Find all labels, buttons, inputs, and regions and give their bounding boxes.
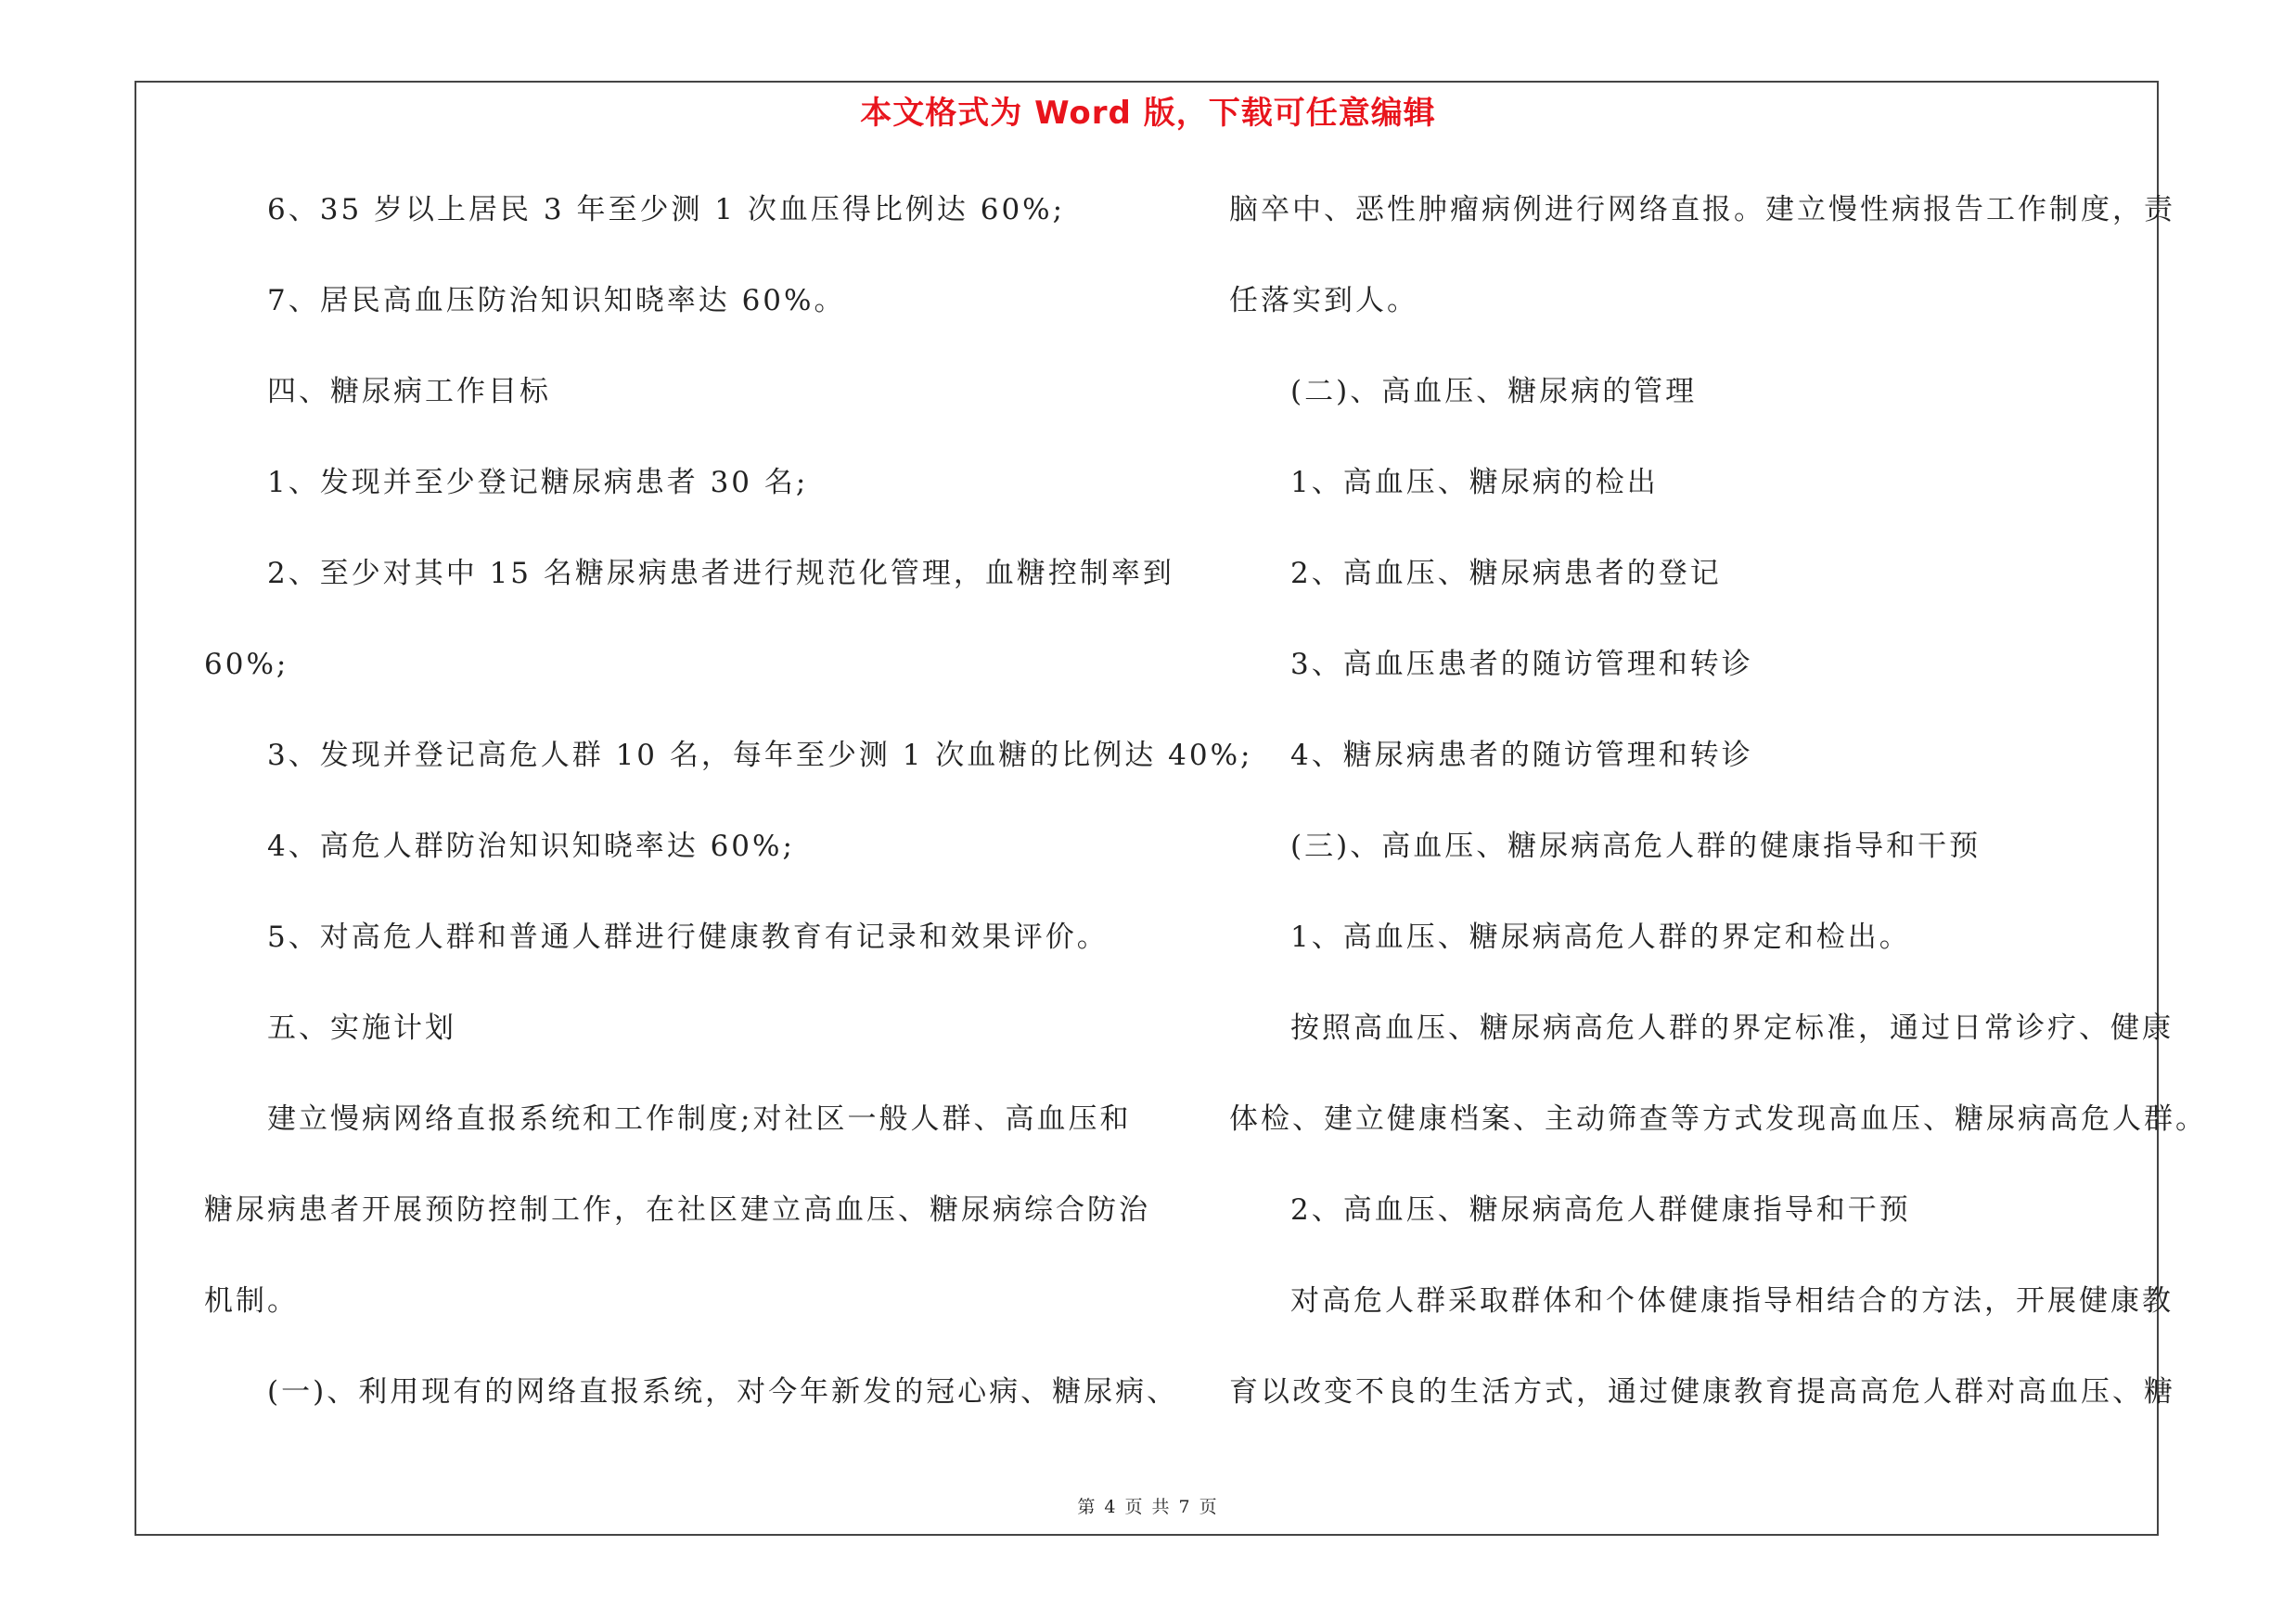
paragraph-line: 1、高血压、糖尿病高危人群的界定和检出。 <box>1290 921 1911 954</box>
paragraph-line: 60%; <box>204 648 289 681</box>
paragraph-line: 3、发现并登记高危人群 10 名，每年至少测 1 次血糖的比例达 40%; <box>267 739 1253 772</box>
page-number: 第 4 页 共 7 页 <box>1077 1497 1219 1517</box>
paragraph-line: 4、高危人群防治知识知晓率达 60%; <box>267 830 795 863</box>
paragraph-line: 任落实到人。 <box>1229 284 1418 317</box>
section-heading: (三)、高血压、糖尿病高危人群的健康指导和干预 <box>1290 830 1982 863</box>
paragraph-line: 1、发现并至少登记糖尿病患者 30 名; <box>267 466 809 499</box>
paragraph-line: 1、高血压、糖尿病的检出 <box>1290 466 1659 499</box>
paragraph-line: 机制。 <box>204 1284 299 1318</box>
paragraph-line: 6、35 岁以上居民 3 年至少测 1 次血压得比例达 60%; <box>267 193 1066 226</box>
paragraph-line: 2、至少对其中 15 名糖尿病患者进行规范化管理，血糖控制率到 <box>267 557 1174 590</box>
paragraph-line: (一)、利用现有的网络直报系统，对今年新发的冠心病、糖尿病、 <box>267 1375 1179 1409</box>
right-column <box>1229 182 2207 1455</box>
paragraph-line: 育以改变不良的生活方式，通过健康教育提高高危人群对高血压、糖 <box>1229 1375 2175 1409</box>
paragraph-line: 4、糖尿病患者的随访管理和转诊 <box>1290 739 1753 772</box>
paragraph-line: 按照高血压、糖尿病高危人群的界定标准，通过日常诊疗、健康 <box>1290 1011 2174 1045</box>
paragraph-line: 建立慢病网络直报系统和工作制度;对社区一般人群、高血压和 <box>267 1102 1132 1136</box>
paragraph-line: 7、居民高血压防治知识知晓率达 60%。 <box>267 284 846 317</box>
left-column <box>204 182 1253 1455</box>
paragraph-line: 3、高血压患者的随访管理和转诊 <box>1290 648 1753 681</box>
section-heading: 五、实施计划 <box>267 1011 456 1045</box>
paragraph-line: 对高危人群采取群体和个体健康指导相结合的方法，开展健康教 <box>1290 1284 2174 1318</box>
paragraph-line: 2、高血压、糖尿病患者的登记 <box>1290 557 1722 590</box>
paragraph-line: 糖尿病患者开展预防控制工作，在社区建立高血压、糖尿病综合防治 <box>204 1193 1150 1227</box>
section-heading: (二)、高血压、糖尿病的管理 <box>1290 375 1698 408</box>
paragraph-line: 脑卒中、恶性肿瘤病例进行网络直报。建立慢性病报告工作制度，责 <box>1229 193 2175 226</box>
section-heading: 四、糖尿病工作目标 <box>267 375 551 408</box>
document-banner: 本文格式为 Word 版，下载可任意编辑 <box>860 95 1436 132</box>
paragraph-line: 5、对高危人群和普通人群进行健康教育有记录和效果评价。 <box>267 921 1109 954</box>
paragraph-line: 2、高血压、糖尿病高危人群健康指导和干预 <box>1290 1193 1911 1227</box>
paragraph-line: 体检、建立健康档案、主动筛查等方式发现高血压、糖尿病高危人群。 <box>1229 1102 2207 1136</box>
